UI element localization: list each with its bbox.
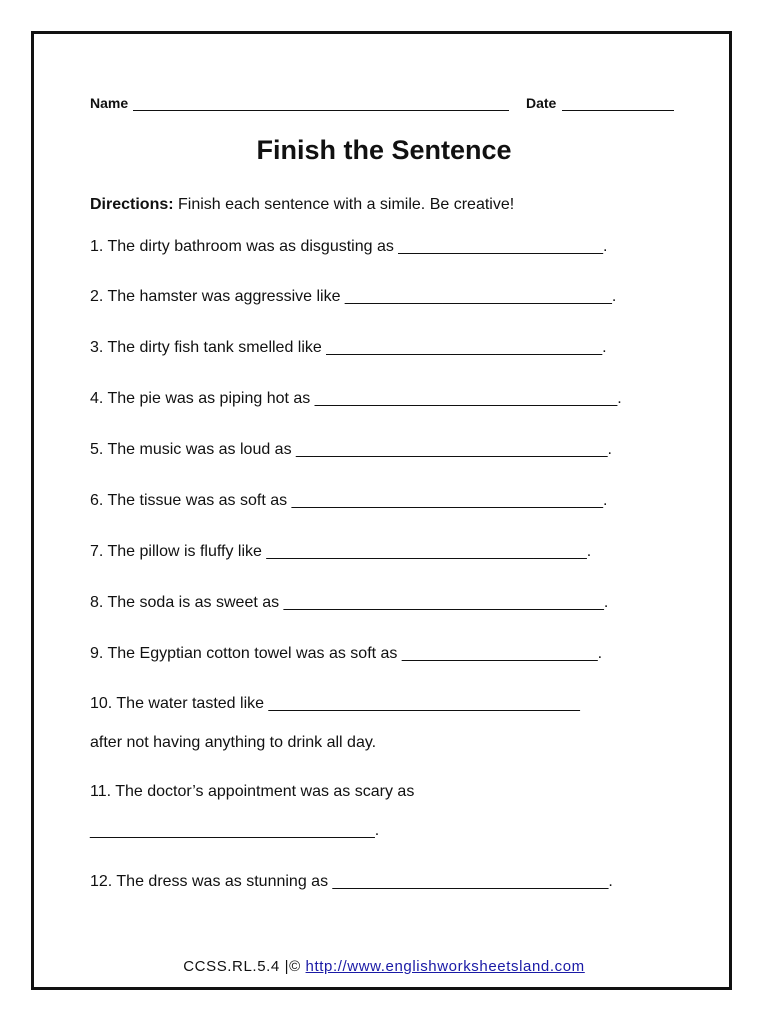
footer-standard: CCSS.RL.5.4 |© [183,958,306,975]
sentence-item-11: 11. The doctor’s appointment was as scary as [90,783,415,800]
sentence-item-5: 5. The music was as loud as ___________________________________. [90,441,612,458]
sentence-item-2: 2. The hamster was aggressive like ______________________________. [90,288,617,305]
worksheet-border [31,31,732,990]
sentence-item-8: 8. The soda is as sweet as ____________________________________. [90,594,609,611]
directions-text: Finish each sentence with a simile. Be creative! [173,196,515,213]
name-date-row [90,95,680,115]
footer [0,958,768,975]
sentence-item-12: 12. The dress was as stunning as _______________________________. [90,873,613,890]
name-label: Name [90,95,129,111]
sentence-item-6: 6. The tissue was as soft as ___________________________________. [90,492,608,509]
sentence-item-7: 7. The pillow is fluffy like ____________________________________. [90,543,592,560]
sentence-item-10-continued: after not having anything to drink all day. [90,734,377,751]
directions [90,196,514,214]
name-blank[interactable] [133,110,509,111]
sentence-item-9: 9. The Egyptian cotton towel was as soft as ______________________. [90,645,603,662]
page-title: Finish the Sentence [256,135,512,165]
date-blank[interactable] [562,110,674,111]
sentence-item-10: 10. The water tasted like ___________________________________ [90,695,580,712]
footer-link[interactable]: http://www.englishworksheetsland.com [305,958,585,975]
sentence-item-4: 4. The pie was as piping hot as __________________________________. [90,390,622,407]
sentence-item-3: 3. The dirty fish tank smelled like _______________________________. [90,339,607,356]
directions-label: Directions: [90,196,174,213]
sentence-item-1: 1. The dirty bathroom was as disgusting as _______________________. [90,238,608,255]
date-label: Date [526,95,557,111]
sentence-item-11-blank: ________________________________. [90,822,380,839]
